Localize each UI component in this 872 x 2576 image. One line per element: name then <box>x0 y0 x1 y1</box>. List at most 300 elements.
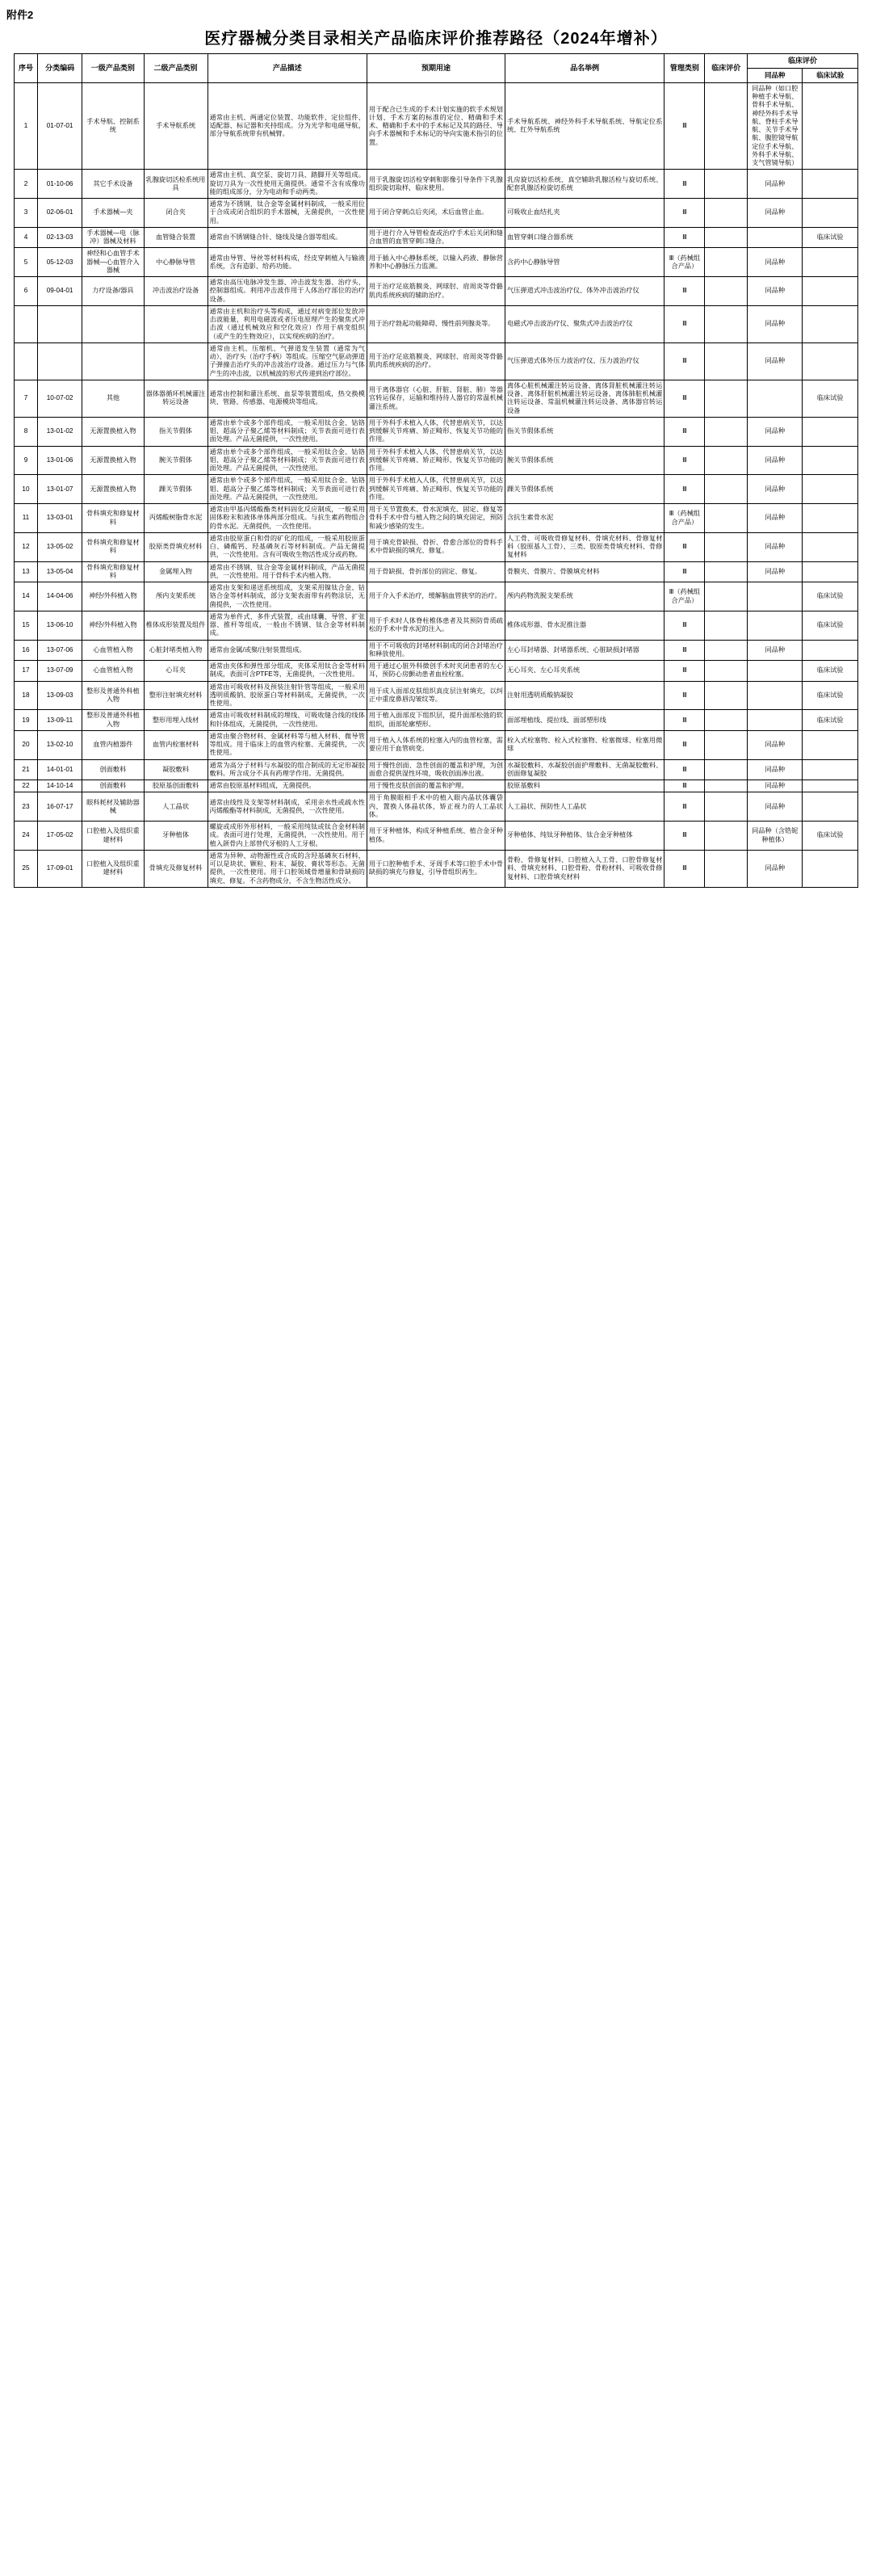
cell-seq: 12 <box>15 532 38 561</box>
cell-clinical-eval <box>705 277 748 306</box>
cell-product-example: 指关节假体系统 <box>505 417 664 446</box>
cell-product-example: 骨粉、骨修复材料、口腔植入人工骨、口腔骨修复材料、骨填充材料、口腔骨粉、骨粉材料、可吸收骨修复材料、口腔骨填充材料 <box>505 850 664 887</box>
cell-code: 02-13-03 <box>37 227 82 248</box>
cell-management-class: Ⅲ <box>664 277 705 306</box>
cell-category-secondary: 牙种植体 <box>144 822 208 851</box>
cell-product-description: 通常由金属/或聚/注射装置组成。 <box>208 640 367 661</box>
table-row <box>15 611 858 640</box>
cell-product-description: 通常由控制和灌注系统、血泵等装置组成，热交换模块、管路、传感器、电源模块等组成。 <box>208 380 367 417</box>
cell-clinical-trial <box>803 730 858 759</box>
cell-clinical-eval <box>705 82 748 170</box>
table-row <box>15 342 858 380</box>
cell-clinical-trial: 临床试验 <box>803 582 858 611</box>
table-row <box>15 661 858 682</box>
cell-intended-use: 用于骨缺损、骨折部位的固定、修复。 <box>367 561 505 582</box>
cell-product-example: 椎体成形器、骨水泥推注器 <box>505 611 664 640</box>
cell-management-class: Ⅲ <box>664 730 705 759</box>
cell-category-secondary: 乳腺旋切活检系统用具 <box>144 170 208 199</box>
cell-category-secondary: 血管缝合装置 <box>144 227 208 248</box>
cell-same-kind: 同品种 <box>748 305 803 342</box>
cell-management-class: Ⅲ（药械组合产品） <box>664 504 705 533</box>
cell-product-example: 人工晶状、预防性人工晶状 <box>505 792 664 822</box>
cell-category-secondary <box>144 305 208 342</box>
cell-clinical-eval <box>705 561 748 582</box>
cell-category-secondary: 冲击波治疗设备 <box>144 277 208 306</box>
cell-product-example: 含药中心静脉导管 <box>505 248 664 277</box>
cell-code <box>37 342 82 380</box>
cell-intended-use: 用于乳腺旋切活检穿刺和影像引导条件下乳腺组织旋切取样，临床使用。 <box>367 170 505 199</box>
cell-intended-use: 用于外科手术植入人体，代替患病关节，以达到缓解关节疼痛、矫正畸形、恢复关节功能的作用。 <box>367 417 505 446</box>
cell-code: 13-01-07 <box>37 475 82 504</box>
cell-same-kind: 同品种 <box>748 199 803 228</box>
cell-clinical-eval <box>705 446 748 475</box>
cell-code: 13-03-01 <box>37 504 82 533</box>
cell-clinical-eval <box>705 199 748 228</box>
cell-clinical-trial <box>803 446 858 475</box>
cell-intended-use: 用于闭合穿刺点后夹闭，术后血管止血。 <box>367 199 505 228</box>
cell-intended-use: 用于牙种植体，构成牙种植系统、植合金牙种植体。 <box>367 822 505 851</box>
cell-intended-use: 用于进行介入导管检查或治疗手术后关闭和缝合血管的血管穿刺口缝合。 <box>367 227 505 248</box>
table-row <box>15 640 858 661</box>
table-row <box>15 199 858 228</box>
cell-same-kind: 同品种 <box>748 730 803 759</box>
cell-intended-use: 用于外科手术植入人体，代替患病关节，以达到缓解关节疼痛、矫正畸形、恢复关节功能的作用。 <box>367 475 505 504</box>
cell-seq: 2 <box>15 170 38 199</box>
cell-clinical-trial <box>803 780 858 792</box>
cell-product-description: 通常由线性及支架等材料制成，采用亲水性或疏水性丙烯酸酯等材料制成，无菌提供，一次性使用。 <box>208 792 367 822</box>
cell-seq: 17 <box>15 661 38 682</box>
th-desc: 产品描述 <box>208 54 367 83</box>
cell-seq: 5 <box>15 248 38 277</box>
cell-category-primary: 其它手术设备 <box>82 170 144 199</box>
cell-category-secondary: 心脏封堵类植入物 <box>144 640 208 661</box>
cell-seq: 19 <box>15 710 38 731</box>
cell-category-secondary: 血管内栓塞材料 <box>144 730 208 759</box>
document-title: 医疗器械分类目录相关产品临床评价推荐路径（2024年增补） <box>204 30 668 48</box>
cell-product-example: 气压弹道式冲击波治疗仪、体外冲击波治疗仪 <box>505 277 664 306</box>
cell-management-class: Ⅲ <box>664 710 705 731</box>
cell-code: 13-01-02 <box>37 417 82 446</box>
cell-product-description: 通常由甲基丙烯酸酯类材料固化反应制成，一般采用固体粉末和液体单体两部分组成。与抗生素药物组合的骨水泥。无菌提供，一次性使用。 <box>208 504 367 533</box>
cell-same-kind: 同品种 <box>748 792 803 822</box>
cell-clinical-eval <box>705 248 748 277</box>
cell-product-description: 通常由胶原基材料组成，无菌提供。 <box>208 780 367 792</box>
cell-clinical-eval <box>705 780 748 792</box>
th-clinical-trial: 临床试验 <box>803 69 858 83</box>
cell-code: 01-07-01 <box>37 82 82 170</box>
cell-category-primary: 无源置换植入物 <box>82 446 144 475</box>
cell-product-example: 可吸收止血结扎夹 <box>505 199 664 228</box>
cell-category-secondary: 人工晶状 <box>144 792 208 822</box>
cell-category-primary <box>82 342 144 380</box>
cell-same-kind: 同品种 <box>748 475 803 504</box>
cell-product-description: 通常由支架和递送系统组成，支架采用镍钛合金、钴铬合金等材料制成，部分支架表面带有药物涂层，无菌提供，一次性使用。 <box>208 582 367 611</box>
th-code: 分类编码 <box>37 54 82 83</box>
cell-category-primary: 骨科填充和修复材料 <box>82 532 144 561</box>
cell-clinical-eval <box>705 170 748 199</box>
cell-management-class: Ⅲ <box>664 532 705 561</box>
cell-management-class: Ⅲ <box>664 342 705 380</box>
cell-clinical-trial: 临床试验 <box>803 710 858 731</box>
cell-code: 13-05-04 <box>37 561 82 582</box>
cell-same-kind: 同品种 <box>748 561 803 582</box>
cell-product-example: 左心耳封堵器、封堵器系统、心脏缺损封堵器 <box>505 640 664 661</box>
table-body <box>15 82 858 887</box>
cell-clinical-eval <box>705 305 748 342</box>
cell-product-description: 通常由主机和治疗头等构成，通过对病变部位发放冲击波能量，利用电磁波或者压电原理产生的聚焦式冲击波（通过机械效应和空化效应）作用于病变组织（或产生的生物效应），以实现疾病的治疗。 <box>208 305 367 342</box>
th-use: 预期用途 <box>367 54 505 83</box>
cell-management-class: Ⅲ <box>664 227 705 248</box>
cell-management-class: Ⅲ <box>664 380 705 417</box>
cell-product-description: 螺旋或成形外形材料，一般采用纯钛或钛合金材料制成。表面可进行处理，无菌提供，一次性使用。用于植入颌骨内上部替代牙根的人工牙根。 <box>208 822 367 851</box>
th-cat2: 二级产品类别 <box>144 54 208 83</box>
cell-clinical-eval <box>705 792 748 822</box>
cell-seq: 7 <box>15 380 38 417</box>
th-same-kind: 同品种 <box>748 69 803 83</box>
cell-management-class: Ⅲ <box>664 561 705 582</box>
cell-intended-use: 用于手术时人体脊柱椎体患者及其预防骨质疏松的手术中骨水泥的注入。 <box>367 611 505 640</box>
cell-product-example: 血管穿刺口缝合器系统 <box>505 227 664 248</box>
table-row <box>15 850 858 887</box>
cell-category-secondary: 踝关节假体 <box>144 475 208 504</box>
table-row <box>15 582 858 611</box>
cell-same-kind: 同品种 <box>748 277 803 306</box>
cell-intended-use: 用于植入人体系统的栓塞入内的血管栓塞，需要应用于血管病变。 <box>367 730 505 759</box>
cell-category-primary: 骨科填充和修复材料 <box>82 561 144 582</box>
cell-category-primary: 整形及普通外科植入物 <box>82 681 144 710</box>
cell-clinical-eval <box>705 681 748 710</box>
cell-same-kind: 同品种 <box>748 170 803 199</box>
cell-same-kind: 同品种 <box>748 640 803 661</box>
cell-product-description: 通常由可吸收材料制成的埋线、可吸收缝合线的线体和针体组成，无菌提供，一次性使用。 <box>208 710 367 731</box>
cell-intended-use: 用于插入中心静脉系统，以输入药液、静脉营养和中心静脉压力监测。 <box>367 248 505 277</box>
table-row <box>15 710 858 731</box>
cell-intended-use: 用于治疗足底筋膜炎、网球肘、肩周炎等骨骼肌肉系统疾病的辅助治疗。 <box>367 277 505 306</box>
cell-product-example: 颅内药物洗脱支架系统 <box>505 582 664 611</box>
cell-clinical-trial: 临床试验 <box>803 661 858 682</box>
cell-seq: 15 <box>15 611 38 640</box>
cell-product-description: 通常为高分子材料与水凝胶的组合制成的无定形凝胶敷料。所含成分不具有药理学作用。无菌提供。 <box>208 759 367 780</box>
cell-product-description: 通常由不锈钢、钛合金等金属材料制成，产品无菌提供，一次性使用。用于骨科手术内植入物。 <box>208 561 367 582</box>
cell-intended-use: 用于离体器官（心脏、肝脏、肾脏、肺）等器官转运保存，运输和维持待人器官的常温机械灌注系统。 <box>367 380 505 417</box>
cell-intended-use: 用于填充骨缺损、骨折、骨愈合部位的骨科手术中骨缺损的填充、修复。 <box>367 532 505 561</box>
cell-category-primary: 神经和心血管手术器械—心血管介入器械 <box>82 248 144 277</box>
cell-product-example: 腕关节假体系统 <box>505 446 664 475</box>
table-row <box>15 277 858 306</box>
cell-same-kind: 同品种 <box>748 850 803 887</box>
cell-code: 10-07-02 <box>37 380 82 417</box>
cell-seq: 13 <box>15 561 38 582</box>
th-example: 品名举例 <box>505 54 664 83</box>
cell-category-primary: 眼科耗材及辅助器械 <box>82 792 144 822</box>
table-row <box>15 822 858 851</box>
cell-clinical-trial <box>803 277 858 306</box>
cell-category-secondary: 胶原类骨填充材料 <box>144 532 208 561</box>
cell-code: 13-09-03 <box>37 681 82 710</box>
cell-category-primary: 创面敷料 <box>82 759 144 780</box>
cell-intended-use: 用于关节置换术、骨水泥填充、固定、修复等骨科手术中骨与植入物之间的填充固定，预防和减少感染的发生。 <box>367 504 505 533</box>
cell-category-secondary: 金属埋入物 <box>144 561 208 582</box>
cell-product-description: 通常为异种、动物源性或合成的含羟基磷灰石材料，可以是块状、颗粒、粉末、凝胶、膏状等形态。无菌提供，一次性使用。用于口腔领域骨增量和骨缺损的填充、修复。不含药物成分，不含生物活性成分。 <box>208 850 367 887</box>
th-manage-class: 管理类别 <box>664 54 705 83</box>
table-row <box>15 227 858 248</box>
cell-clinical-trial <box>803 475 858 504</box>
cell-product-example: 骨膜夹、骨膜片、骨膜填充材料 <box>505 561 664 582</box>
cell-product-description: 通常由单个或多个部件组成，一般采用钛合金、钴铬钼、超高分子聚乙烯等材料制成；关节表面可进行表面处理。产品无菌提供，一次性使用。 <box>208 475 367 504</box>
cell-category-secondary: 心耳夹 <box>144 661 208 682</box>
cell-same-kind: 同品种 <box>748 532 803 561</box>
cell-same-kind: 同品种（含锆铌种植体） <box>748 822 803 851</box>
cell-category-primary: 力疗设备/器具 <box>82 277 144 306</box>
cell-product-example: 胶原基敷料 <box>505 780 664 792</box>
cell-intended-use: 用于治疗勃起功能障碍、慢性前列腺炎等。 <box>367 305 505 342</box>
cell-category-primary: 手术导航、控制系统 <box>82 82 144 170</box>
cell-seq: 24 <box>15 822 38 851</box>
cell-clinical-trial: 临床试验 <box>803 611 858 640</box>
cell-seq <box>15 342 38 380</box>
cell-product-example: 气压弹道式体外压力波治疗仪、压力波治疗仪 <box>505 342 664 380</box>
attachment-label: 附件2 <box>6 9 34 21</box>
cell-management-class: Ⅲ <box>664 611 705 640</box>
cell-same-kind: 同品种（如口腔种植手术导航、骨科手术导航、神经外科手术导航、脊柱手术导航、关节手术导航、腹腔镜导航定位手术导航、外科手术导航、支气管镜导航） <box>748 82 803 170</box>
cell-code <box>37 305 82 342</box>
cell-intended-use: 用于治疗足底筋膜炎、网球肘、肩周炎等骨骼肌肉系统疾病的治疗。 <box>367 342 505 380</box>
cell-category-primary: 骨科填充和修复材料 <box>82 504 144 533</box>
cell-clinical-trial <box>803 170 858 199</box>
cell-product-description: 通常为不锈钢、钛合金等金属材料制成，一般采用位于合成或闭合组织的手术器械，无菌提供，一次性使用。 <box>208 199 367 228</box>
cell-same-kind: 同品种 <box>748 446 803 475</box>
cell-clinical-eval <box>705 227 748 248</box>
cell-code: 14-01-01 <box>37 759 82 780</box>
cell-category-secondary: 丙烯酸树脂骨水泥 <box>144 504 208 533</box>
cell-clinical-eval <box>705 661 748 682</box>
cell-code: 09-04-01 <box>37 277 82 306</box>
cell-management-class: Ⅲ <box>664 822 705 851</box>
cell-clinical-eval <box>705 710 748 731</box>
cell-category-secondary: 器体器循环机械灌注转运设备 <box>144 380 208 417</box>
cell-management-class: Ⅲ <box>664 199 705 228</box>
th-cat1: 一级产品类别 <box>82 54 144 83</box>
cell-intended-use: 用于成人面部皮肤组织真皮层注射填充，以纠正中重度鼻唇沟皱纹等。 <box>367 681 505 710</box>
cell-clinical-trial: 临床试验 <box>803 380 858 417</box>
cell-category-secondary: 凝胶敷料 <box>144 759 208 780</box>
cell-management-class: Ⅲ <box>664 759 705 780</box>
cell-clinical-trial <box>803 305 858 342</box>
cell-clinical-eval <box>705 582 748 611</box>
cell-category-secondary <box>144 342 208 380</box>
cell-category-primary: 心血管植入物 <box>82 640 144 661</box>
cell-intended-use: 用于慢性创面、急性创面的覆盖和护理，为创面愈合提供湿性环境，吸收创面渗出液。 <box>367 759 505 780</box>
cell-product-example: 电磁式冲击波治疗仪、聚焦式冲击波治疗仪 <box>505 305 664 342</box>
table-row <box>15 305 858 342</box>
cell-management-class: Ⅲ <box>664 170 705 199</box>
cell-product-description: 通常由夹体和弹性部分组成，夹体采用钛合金等材料制成，表面可含PTFE等，无菌提供，一次性使用。 <box>208 661 367 682</box>
cell-same-kind: 同品种 <box>748 248 803 277</box>
cell-intended-use: 用于植入面部皮下组织层，提升面部松弛的软组织，面部轮廓塑形。 <box>367 710 505 731</box>
cell-category-primary: 整形及普通外科植入物 <box>82 710 144 731</box>
cell-product-description: 通常由可吸收材料及预装注射针管等组成，一般采用透明质酸钠、胶原蛋白等材料制成，无菌提供，一次性使用。 <box>208 681 367 710</box>
table-row <box>15 475 858 504</box>
cell-code: 14-10-14 <box>37 780 82 792</box>
cell-seq: 25 <box>15 850 38 887</box>
cell-seq: 18 <box>15 681 38 710</box>
th-seq: 序号 <box>15 54 38 83</box>
cell-clinical-trial <box>803 561 858 582</box>
cell-same-kind <box>748 681 803 710</box>
cell-category-primary: 手术器械—夹 <box>82 199 144 228</box>
cell-product-example: 人工骨、可吸收骨修复材料、骨填充材料、骨修复材料（胶原基人工骨）、三类、胶原类骨填充材料、骨修复材料 <box>505 532 664 561</box>
cell-code: 13-02-10 <box>37 730 82 759</box>
cell-product-example: 踝关节假体系统 <box>505 475 664 504</box>
th-clinical-eval-group: 临床评价 <box>748 54 858 69</box>
cell-clinical-eval <box>705 342 748 380</box>
cell-clinical-trial <box>803 199 858 228</box>
cell-seq: 3 <box>15 199 38 228</box>
cell-code: 13-07-06 <box>37 640 82 661</box>
cell-intended-use: 用于外科手术植入人体，代替患病关节，以达到缓解关节疼痛、矫正畸形、恢复关节功能的作用。 <box>367 446 505 475</box>
cell-category-primary: 无源置换植入物 <box>82 417 144 446</box>
cell-seq: 4 <box>15 227 38 248</box>
cell-clinical-eval <box>705 850 748 887</box>
table-row <box>15 730 858 759</box>
cell-clinical-trial <box>803 342 858 380</box>
cell-category-secondary: 中心静脉导管 <box>144 248 208 277</box>
cell-category-secondary: 颅内支架系统 <box>144 582 208 611</box>
cell-intended-use: 用于慢性皮肤创面的覆盖和护理。 <box>367 780 505 792</box>
cell-product-example: 栓入式栓塞物、栓入式栓塞物、栓塞微球、栓塞用微球 <box>505 730 664 759</box>
cell-category-secondary: 椎体成形装置及组件 <box>144 611 208 640</box>
cell-product-description: 通常为单件式、多件式装置，或由球囊、导管、扩张器、推杆等组成，一般由不锈钢、钛合金等材料制成。 <box>208 611 367 640</box>
cell-seq: 16 <box>15 640 38 661</box>
cell-category-secondary: 闭合夹 <box>144 199 208 228</box>
cell-intended-use: 用于配合已生成的手术计划实施的软手术规划计划、手术方案的标准的定位、精确和手术术、精确和手术中的手术标记及其的路径、导向手术器械和手术标记的导向实施术指引的位置。 <box>367 82 505 170</box>
cell-category-primary: 无源置换植入物 <box>82 475 144 504</box>
cell-clinical-trial <box>803 640 858 661</box>
cell-seq: 1 <box>15 82 38 170</box>
cell-intended-use: 用于通过心脏外科微创手术时夹闭患者的左心耳，预防心房颤动患者血栓栓塞。 <box>367 661 505 682</box>
cell-clinical-eval <box>705 380 748 417</box>
cell-same-kind <box>748 380 803 417</box>
cell-code: 02-06-01 <box>37 199 82 228</box>
cell-clinical-eval <box>705 475 748 504</box>
table-row <box>15 681 858 710</box>
table-row <box>15 504 858 533</box>
cell-product-example: 手术导航系统、神经外科手术导航系统、导航定位系统、红外导航系统 <box>505 82 664 170</box>
cell-seq: 14 <box>15 582 38 611</box>
cell-code: 13-01-06 <box>37 446 82 475</box>
cell-product-description: 通常由不锈钢缝合针、缝线及缝合器等组成。 <box>208 227 367 248</box>
cell-product-description: 通常由单个或多个部件组成，一般采用钛合金、钴铬钼、超高分子聚乙烯等材料制成；关节表面可进行表面处理。产品无菌提供，一次性使用。 <box>208 446 367 475</box>
table-row <box>15 532 858 561</box>
cell-category-primary: 心血管植入物 <box>82 661 144 682</box>
cell-code: 13-06-10 <box>37 611 82 640</box>
cell-clinical-eval <box>705 640 748 661</box>
cell-clinical-eval <box>705 759 748 780</box>
cell-category-primary: 神经/外科植入物 <box>82 582 144 611</box>
cell-same-kind <box>748 710 803 731</box>
cell-seq: 22 <box>15 780 38 792</box>
th-clinical-eval: 临床评价 <box>705 54 748 83</box>
cell-category-primary: 口腔植入及组织重建材料 <box>82 850 144 887</box>
cell-intended-use: 用于角膜眼相手术中的植入眼内晶状体囊袋内，置换人体晶状体，矫正视力的人工晶状体。 <box>367 792 505 822</box>
cell-same-kind: 同品种 <box>748 780 803 792</box>
cell-product-description: 通常由高压电脉冲发生器、冲击波发生器、治疗头、控制器组成。利用冲击波作用于人体治疗部位的治疗设备。 <box>208 277 367 306</box>
cell-same-kind <box>748 227 803 248</box>
cell-code: 13-05-02 <box>37 532 82 561</box>
cell-clinical-trial: 临床试验 <box>803 227 858 248</box>
cell-product-description: 通常由主机、压缩机、气弹道发生装置（通常为气动）、治疗头（治疗手柄）等组成。压缩空气驱动弹道子弹撞击治疗头的冲击波治疗设备。通过压力与气体产生的冲击波，以机械波的形式传递到治疗部位。 <box>208 342 367 380</box>
cell-category-primary: 其他 <box>82 380 144 417</box>
cell-category-primary: 血管内植器件 <box>82 730 144 759</box>
cell-seq: 21 <box>15 759 38 780</box>
cell-management-class: Ⅲ <box>664 780 705 792</box>
cell-category-primary <box>82 305 144 342</box>
cell-code: 17-05-02 <box>37 822 82 851</box>
cell-management-class: Ⅲ <box>664 661 705 682</box>
cell-code: 05-12-03 <box>37 248 82 277</box>
cell-category-secondary: 骨填充及修复材料 <box>144 850 208 887</box>
cell-seq: 10 <box>15 475 38 504</box>
cell-category-secondary: 指关节假体 <box>144 417 208 446</box>
cell-category-secondary: 腕关节假体 <box>144 446 208 475</box>
cell-product-description: 通常由主机、两通定位装置、功能软件、定位组件、适配器、标记器和夹持组成。分为光学和电磁导航，部分导航系统带有机械臂。 <box>208 82 367 170</box>
cell-category-secondary: 整形用埋入线材 <box>144 710 208 731</box>
cell-code: 13-09-11 <box>37 710 82 731</box>
cell-category-secondary: 手术导航系统 <box>144 82 208 170</box>
cell-clinical-eval <box>705 417 748 446</box>
cell-clinical-trial <box>803 850 858 887</box>
cell-clinical-trial: 临床试验 <box>803 822 858 851</box>
cell-intended-use: 用于不可吸收的封堵材料制成的闭合封堵治疗和释放使用。 <box>367 640 505 661</box>
table-row <box>15 446 858 475</box>
table-row <box>15 417 858 446</box>
cell-management-class: Ⅲ <box>664 305 705 342</box>
cell-product-example: 面部埋植线、提拉线、面部塑形线 <box>505 710 664 731</box>
cell-seq: 8 <box>15 417 38 446</box>
cell-same-kind: 同品种 <box>748 759 803 780</box>
cell-intended-use: 用于介入手术治疗，缓解脑血管狭窄的治疗。 <box>367 582 505 611</box>
cell-same-kind <box>748 661 803 682</box>
cell-clinical-eval <box>705 504 748 533</box>
cell-clinical-eval <box>705 730 748 759</box>
cell-seq: 20 <box>15 730 38 759</box>
table-row <box>15 792 858 822</box>
cell-management-class: Ⅲ <box>664 640 705 661</box>
cell-category-primary: 创面敷料 <box>82 780 144 792</box>
cell-management-class: Ⅲ <box>664 681 705 710</box>
cell-clinical-trial <box>803 417 858 446</box>
cell-product-example: 无心耳夹、左心耳夹系统 <box>505 661 664 682</box>
table-row <box>15 561 858 582</box>
cell-management-class: Ⅲ <box>664 850 705 887</box>
cell-clinical-trial: 临床试验 <box>803 681 858 710</box>
classification-table <box>14 53 858 888</box>
cell-code: 13-07-09 <box>37 661 82 682</box>
cell-product-description: 通常由单个或多个部件组成，一般采用钛合金、钴铬钼、超高分子聚乙烯等材料制成；关节表面可进行表面处理。产品无菌提供，一次性使用。 <box>208 417 367 446</box>
cell-management-class: Ⅲ（药械组合产品） <box>664 582 705 611</box>
cell-product-description: 通常由聚合物材料、金属材料等与植入材料、微导管等组成。用于临床上的血管内栓塞、无菌提供，一次性使用。 <box>208 730 367 759</box>
table-header-row <box>15 54 858 69</box>
cell-category-secondary: 整形注射填充材料 <box>144 681 208 710</box>
cell-product-description: 通常由主机、真空泵、旋切刀具、踏脚开关等组成。旋切刀具为一次性使用无菌提供。通常不含有成像功能的组成部分，分为电动和手动两类。 <box>208 170 367 199</box>
cell-category-primary: 神经/外科植入物 <box>82 611 144 640</box>
cell-clinical-trial <box>803 532 858 561</box>
cell-product-example: 乳房旋切活检系统、真空辅助乳腺活检与旋切系统、配套乳腺活检旋切系统 <box>505 170 664 199</box>
cell-management-class: Ⅲ <box>664 82 705 170</box>
cell-product-example: 注射用透明质酸钠凝胶 <box>505 681 664 710</box>
cell-seq: 9 <box>15 446 38 475</box>
cell-product-description: 通常由导管、导丝等材料构成，经皮穿刺植入与输液系统，含有造影、给药功能。 <box>208 248 367 277</box>
